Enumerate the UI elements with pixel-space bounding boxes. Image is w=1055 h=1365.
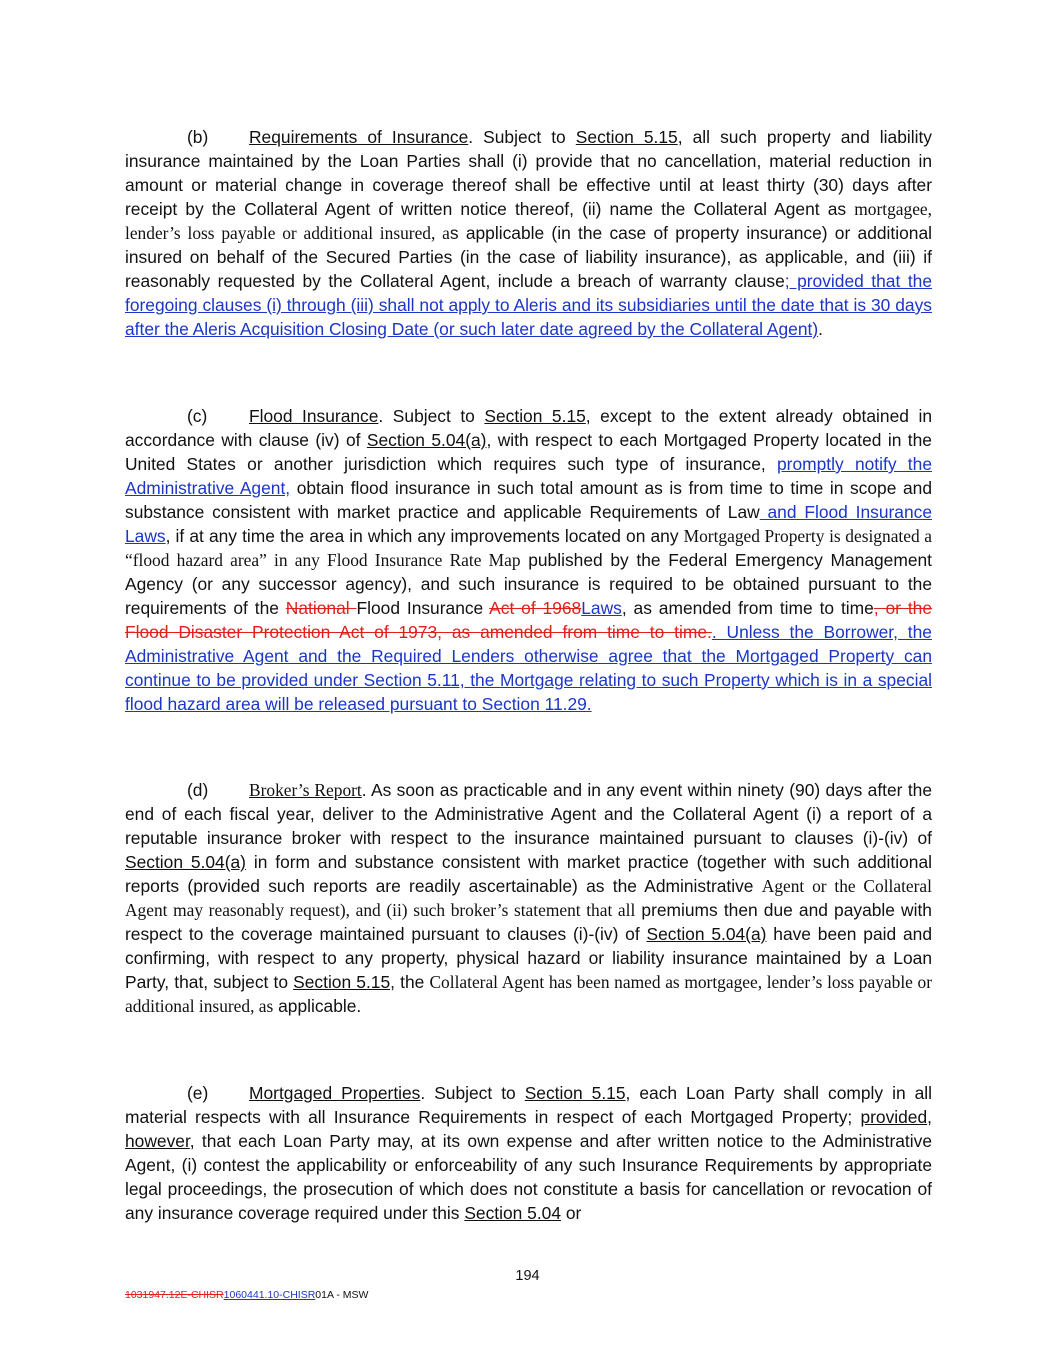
body-text: Mortgaged Property is designated a “flood hazard area” in any Flood Insurance Rate Map <box>125 526 932 570</box>
body-text: applicable. <box>273 996 362 1016</box>
body-text: , if at any time the area in which any improvements located on any <box>165 526 684 546</box>
body-text: , the <box>390 972 430 992</box>
body-text: . <box>818 319 823 339</box>
body-text: , <box>927 1107 932 1127</box>
paragraph-b <box>125 125 932 341</box>
deleted-text: , or the Flood Disaster Protection Act of 1973, as amended from time to time. <box>125 598 933 642</box>
body-text: . Subject to <box>420 1083 525 1103</box>
body-text: . As soon as practicable and in any event within ninety (90) days after the end of each fiscal year, deliver to the Administrative Agent and the Collateral Agent (i) a report of a reputable insurance broker with respect to the insurance maintained pursuant to clauses (i)-(iv) of <box>125 780 933 848</box>
section-heading: Requirements of Insurance <box>249 127 469 147</box>
body-text: obtain flood insurance in such total amount as is from time to time in scope and substance consistent with market practice and applicable Requirements of Law <box>125 478 932 522</box>
page-number: 194 <box>515 1268 540 1284</box>
section-reference: Section 5.04 <box>464 1203 562 1223</box>
body-text: Collateral Agent has been named as mortgagee, lender’s loss payable or additional insured, as <box>125 972 933 1016</box>
section-heading: Flood Insurance <box>249 406 379 426</box>
body-text: , except to the extent already obtained in accordance with clause (iv) of <box>125 406 932 450</box>
footer-inserted-id: 1060441.10-CHISR <box>223 1289 316 1301</box>
defined-term: provided <box>860 1107 928 1127</box>
body-text: . Subject to <box>468 127 576 147</box>
section-reference: Section 5.15 <box>484 406 586 426</box>
body-text: mortgagee, lender’s loss payable or additional insured, a <box>125 199 932 243</box>
body-text: , all such property and liability insurance maintained by the Loan Parties shall (i) provide that no cancellation, material reduction in amount or material change in coverage thereof shall be effective until at least thirty (30) days after receipt by the Collateral Agent of written notice thereof, (ii) name the Collateral Agent as <box>125 127 932 219</box>
body-text: , as amended from time to time <box>621 598 874 618</box>
body-text: Agent or the Collateral Agent may reasonably request), and (ii) such broker’s statement that all <box>125 876 932 920</box>
footer-suffix: 01A - MSW <box>315 1289 369 1301</box>
body-text: . Subject to <box>378 406 485 426</box>
section-reference: Section 5.15 <box>575 127 678 147</box>
inserted-text: and Flood Insurance Laws <box>125 502 932 546</box>
body-text: Flood Insurance <box>356 598 490 618</box>
body-text: , each Loan Party shall comply in all material respects with all Insurance Requirements in respect of each Mortgaged Property; <box>125 1083 933 1127</box>
document-footer <box>125 1289 368 1301</box>
body-text: published by the Federal Emergency Management Agency (or any successor agency), and such insurance is required to be obtained pursuant to the requirements of the <box>125 550 933 618</box>
paragraph-label: (d) <box>187 780 209 800</box>
section-reference: Section 5.15 <box>293 972 391 992</box>
inserted-text: Laws <box>581 598 622 618</box>
body-text: s applicable (in the case of property insurance) or additional insured on behalf of the Secured Parties (in the case of liability insurance), as applicable, and (iii) if reasonably requested by the Collateral Agent, include a breach of warranty clause <box>125 223 932 291</box>
section-reference: Section 5.04(a) <box>125 852 246 872</box>
body-text: in form and substance consistent with market practice (together with such additional reports (provided such reports are readily ascertainable) as the Administrative <box>125 852 932 896</box>
paragraph-e <box>125 1081 932 1225</box>
paragraph-c <box>125 404 932 716</box>
body-text: or <box>561 1203 582 1223</box>
section-heading: Broker’s Report <box>249 780 362 800</box>
deleted-text: Act of 1968 <box>489 598 582 618</box>
body-text: , that each Loan Party may, at its own expense and after written notice to the Administrative Agent, (i) contest the applicability or enforceability of any such Insurance Requirements by appropriate legal proceedings, the prosecution of which does not constitute a basis for cancellation or revocation of any insurance coverage required under this <box>125 1131 932 1223</box>
section-reference: Section 5.04(a) <box>646 924 767 944</box>
section-reference: Section 5.04(a) <box>366 430 487 450</box>
body-text: , with respect to each Mortgaged Property located in the United States or another jurisdiction which requires such type of insurance, <box>125 430 932 474</box>
body-text: have been paid and confirming, with respect to any property, physical hazard or liability insurance maintained by a Loan Party, that, subject to <box>125 924 933 992</box>
section-heading: Mortgaged Properties <box>249 1083 421 1103</box>
deleted-text: National <box>285 598 357 618</box>
section-reference: Section 5.15 <box>524 1083 626 1103</box>
body-text: premiums then due and payable with respect to the coverage maintained pursuant to clauses (i)-(iv) of <box>125 900 932 944</box>
inserted-text: promptly notify the Administrative Agent, <box>125 454 932 498</box>
inserted-text: . Unless the Borrower, the Administrative Agent and the Required Lenders otherwise agree that the Mortgaged Property can continue to be provided under Section 5.11, the Mortgage relating to such Property which is in a special flood hazard area will be released pursuant to Section 11.29. <box>125 622 932 714</box>
paragraph-label: (e) <box>187 1083 209 1103</box>
inserted-text: ; provided that the foregoing clauses (i) through (iii) shall not apply to Aleris and its subsidiaries until the date that is 30 days after the Aleris Acquisition Closing Date (or such later date agreed by the Collateral Agent) <box>125 271 932 339</box>
footer-deleted-id: 1031947.12E-CHISR <box>125 1289 224 1301</box>
defined-term: however <box>125 1131 190 1151</box>
paragraph-label: (c) <box>187 406 208 426</box>
paragraph-label: (b) <box>187 127 209 147</box>
paragraph-d <box>125 778 932 1018</box>
